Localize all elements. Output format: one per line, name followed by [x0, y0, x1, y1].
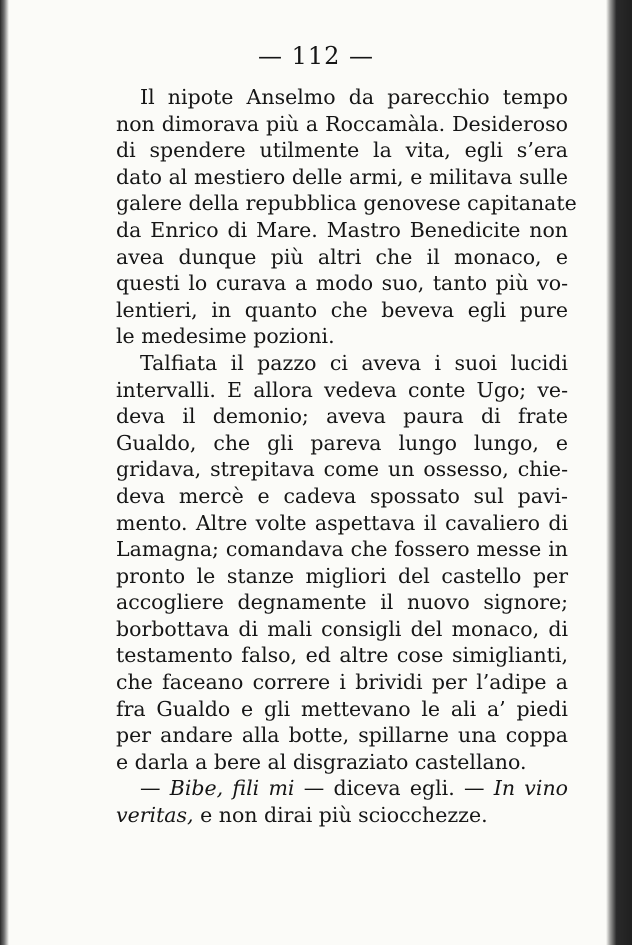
text-line: mento. Altre volte aspettava il cavaliero di [116, 510, 568, 535]
text-line: accogliere degnamente il nuovo signore; [116, 590, 568, 615]
text-line: per andare alla botte, spillarne una coppa [116, 723, 568, 748]
text-line: Il nipote Anselmo da parecchio tempo [140, 85, 568, 109]
binding-edge-left [0, 0, 9, 945]
text-line: testamento falso, ed altre cose simiglianti, [116, 643, 568, 668]
text-line: non dimorava più a Roccamàla. Desideroso [116, 111, 568, 136]
text-line: Talfiata il pazzo ci aveva i suoi lucidi [140, 350, 568, 375]
text-line: fra Gualdo e gli mettevano le ali a’ piedi [116, 696, 568, 721]
text-line: che faceano correre i brividi per l’adipe a [116, 670, 568, 695]
text-line: borbottava di mali consigli del monaco, di [116, 616, 568, 641]
text-line: deva il demonio; aveva paura di frate [116, 404, 568, 429]
body-text [116, 84, 577, 829]
text-line: questi lo curava a modo suo, tanto più vo- [116, 271, 568, 296]
latin-quote: Bibe, fili mi [169, 776, 295, 801]
text-line: di spendere utilmente la vita, egli s’era [116, 138, 568, 163]
text-line: e darla a bere al disgraziato castellano. [116, 749, 527, 774]
text-line: Lamagna; comandava che fossero messe in [116, 537, 568, 562]
text-line: dato al mestiero delle armi, e militava sulle [116, 164, 568, 189]
dialogue-narration: — diceva egli. — [294, 776, 494, 801]
text-line: gridava, strepitava come un ossesso, chie- [116, 457, 568, 482]
latin-quote: In vino [493, 776, 568, 801]
dialogue-line [116, 775, 568, 802]
text-line: lentieri, in quanto che beveva egli pure [116, 297, 568, 322]
dialogue-dash: — [140, 776, 170, 801]
dialogue-text: e non dirai più sciocchezze. [193, 803, 488, 828]
text-line: galere della repubblica genovese capitanate [116, 191, 577, 216]
text-line: intervalli. E allora vedeva conte Ugo; ve- [116, 377, 568, 402]
page-number: — 112 — [257, 42, 375, 70]
text-line: avea dunque più altri che il monaco, e [116, 244, 568, 269]
dialogue-line [116, 802, 568, 829]
text-line: da Enrico di Mare. Mastro Benedicite non [116, 217, 568, 242]
text-line: pronto le stanze migliori del castello per [116, 563, 568, 588]
text-line: Gualdo, che gli pareva lungo lungo, e [116, 430, 568, 455]
text-line: deva mercè e cadeva spossato sul pavi- [116, 483, 568, 508]
binding-edge-right [606, 0, 632, 945]
latin-quote: veritas, [116, 803, 194, 828]
text-line: le medesime pozioni. [116, 324, 335, 349]
